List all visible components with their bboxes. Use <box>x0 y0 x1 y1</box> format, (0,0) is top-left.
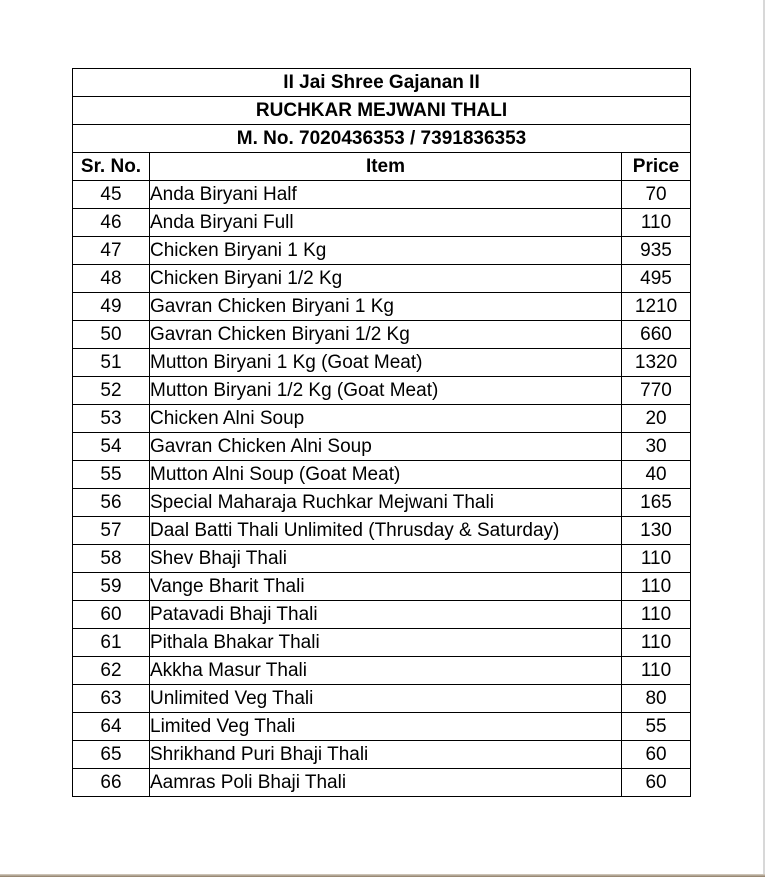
item-cell: Special Maharaja Ruchkar Mejwani Thali <box>150 489 622 517</box>
table-row <box>73 489 691 517</box>
mobile-row <box>73 125 691 153</box>
table-row <box>73 601 691 629</box>
price-cell: 60 <box>622 741 691 769</box>
sr-cell: 61 <box>73 629 150 657</box>
item-cell: Akkha Masur Thali <box>150 657 622 685</box>
price-cell: 40 <box>622 461 691 489</box>
sr-cell: 47 <box>73 237 150 265</box>
item-cell: Anda Biryani Half <box>150 181 622 209</box>
greeting-row <box>73 69 691 97</box>
table-row <box>73 377 691 405</box>
item-cell: Chicken Alni Soup <box>150 405 622 433</box>
item-cell: Patavadi Bhaji Thali <box>150 601 622 629</box>
item-cell: Vange Bharit Thali <box>150 573 622 601</box>
item-cell: Shev Bhaji Thali <box>150 545 622 573</box>
column-header-item: Item <box>150 153 622 181</box>
price-cell: 495 <box>622 265 691 293</box>
item-cell: Pithala Bhakar Thali <box>150 629 622 657</box>
item-cell: Gavran Chicken Biryani 1/2 Kg <box>150 321 622 349</box>
sr-cell: 51 <box>73 349 150 377</box>
price-cell: 770 <box>622 377 691 405</box>
table-row <box>73 713 691 741</box>
item-cell: Unlimited Veg Thali <box>150 685 622 713</box>
sr-cell: 60 <box>73 601 150 629</box>
column-header-row <box>73 153 691 181</box>
item-cell: Mutton Biryani 1 Kg (Goat Meat) <box>150 349 622 377</box>
price-cell: 1210 <box>622 293 691 321</box>
price-cell: 80 <box>622 685 691 713</box>
sr-cell: 64 <box>73 713 150 741</box>
sr-cell: 52 <box>73 377 150 405</box>
sr-cell: 59 <box>73 573 150 601</box>
price-cell: 70 <box>622 181 691 209</box>
table-row <box>73 545 691 573</box>
sr-cell: 54 <box>73 433 150 461</box>
item-cell: Limited Veg Thali <box>150 713 622 741</box>
sr-cell: 66 <box>73 769 150 797</box>
price-cell: 30 <box>622 433 691 461</box>
price-cell: 1320 <box>622 349 691 377</box>
table-row <box>73 769 691 797</box>
price-cell: 110 <box>622 573 691 601</box>
table-row <box>73 321 691 349</box>
sr-cell: 58 <box>73 545 150 573</box>
table-row <box>73 293 691 321</box>
price-cell: 20 <box>622 405 691 433</box>
item-cell: Gavran Chicken Biryani 1 Kg <box>150 293 622 321</box>
table-row <box>73 181 691 209</box>
sr-cell: 56 <box>73 489 150 517</box>
table-row <box>73 517 691 545</box>
column-header-price: Price <box>622 153 691 181</box>
sr-cell: 46 <box>73 209 150 237</box>
table-row <box>73 629 691 657</box>
price-cell: 60 <box>622 769 691 797</box>
price-cell: 130 <box>622 517 691 545</box>
item-cell: Shrikhand Puri Bhaji Thali <box>150 741 622 769</box>
table-row <box>73 349 691 377</box>
item-cell: Chicken Biryani 1/2 Kg <box>150 265 622 293</box>
table-row <box>73 433 691 461</box>
table-row <box>73 573 691 601</box>
restaurant-name: RUCHKAR MEJWANI THALI <box>73 97 691 125</box>
table-row <box>73 237 691 265</box>
table-row <box>73 657 691 685</box>
item-cell: Gavran Chicken Alni Soup <box>150 433 622 461</box>
sr-cell: 65 <box>73 741 150 769</box>
sr-cell: 53 <box>73 405 150 433</box>
menu-table <box>72 68 691 797</box>
table-row <box>73 405 691 433</box>
sr-cell: 49 <box>73 293 150 321</box>
sr-cell: 50 <box>73 321 150 349</box>
table-row <box>73 209 691 237</box>
item-cell: Daal Batti Thali Unlimited (Thrusday & Saturday) <box>150 517 622 545</box>
table-row <box>73 265 691 293</box>
price-cell: 110 <box>622 545 691 573</box>
table-row <box>73 741 691 769</box>
sr-cell: 62 <box>73 657 150 685</box>
price-cell: 110 <box>622 601 691 629</box>
restaurant-name-row <box>73 97 691 125</box>
item-cell: Aamras Poli Bhaji Thali <box>150 769 622 797</box>
price-cell: 110 <box>622 629 691 657</box>
price-cell: 110 <box>622 657 691 685</box>
sr-cell: 57 <box>73 517 150 545</box>
price-cell: 55 <box>622 713 691 741</box>
sr-cell: 55 <box>73 461 150 489</box>
price-cell: 165 <box>622 489 691 517</box>
price-cell: 935 <box>622 237 691 265</box>
sr-cell: 63 <box>73 685 150 713</box>
sr-cell: 48 <box>73 265 150 293</box>
mobile-number: M. No. 7020436353 / 7391836353 <box>73 125 691 153</box>
item-cell: Mutton Biryani 1/2 Kg (Goat Meat) <box>150 377 622 405</box>
item-cell: Anda Biryani Full <box>150 209 622 237</box>
sr-cell: 45 <box>73 181 150 209</box>
table-row <box>73 461 691 489</box>
greeting-text: II Jai Shree Gajanan II <box>73 69 691 97</box>
price-cell: 110 <box>622 209 691 237</box>
item-cell: Mutton Alni Soup (Goat Meat) <box>150 461 622 489</box>
table-row <box>73 685 691 713</box>
price-cell: 660 <box>622 321 691 349</box>
column-header-sr: Sr. No. <box>73 153 150 181</box>
item-cell: Chicken Biryani 1 Kg <box>150 237 622 265</box>
